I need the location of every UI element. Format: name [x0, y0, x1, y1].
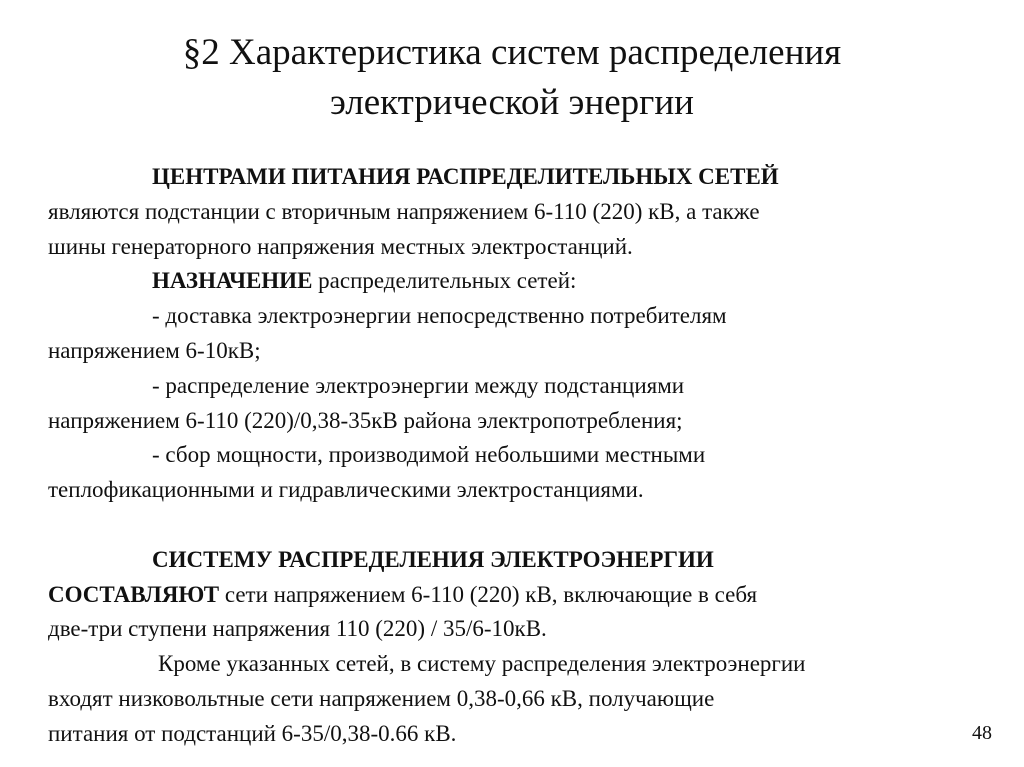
- centers-bold: ЦЕНТРАМИ ПИТАНИЯ РАСПРЕДЕЛИТЕЛЬНЫХ СЕТЕЙ: [152, 164, 779, 189]
- bullet-2-line-2: напряжением 6-110 (220)/0,38-35кВ района электропотребления;: [48, 407, 683, 433]
- system-line-3: две-три ступени напряжения 110 (220) / 35/6-10кВ.: [48, 616, 547, 642]
- bullet-3-line-2: теплофикационными и гидравлическими электростанциями.: [48, 477, 644, 503]
- title-line-1: §2 Характеристика систем распределения: [182, 32, 842, 73]
- bullet-2-line-1: - распределение электроэнергии между подстанциями: [152, 372, 685, 398]
- system-rest-2: сети напряжением 6-110 (220) кВ, включающие в себя: [219, 581, 758, 607]
- purpose-rest: распределительных сетей:: [312, 268, 577, 294]
- bullet-3-line-1: - сбор мощности, производимой небольшими местными: [152, 442, 706, 468]
- purpose-bold: НАЗНАЧЕНИЕ: [152, 268, 313, 294]
- page-number: 48: [972, 722, 992, 744]
- centers-line-2: являются подстанции с вторичным напряжением 6-110 (220) кВ, а также: [48, 198, 760, 224]
- system-line-2: [48, 578, 1008, 613]
- centers-line-3: шины генераторного напряжения местных электростанций.: [48, 233, 633, 259]
- besides-line-1: Кроме указанных сетей, в систему распределения электроэнергии: [158, 651, 806, 677]
- system-bold-2: СОСТАВЛЯЮТ: [48, 581, 220, 607]
- besides-line-3: питания от подстанций 6-35/0,38-0.66 кВ.: [48, 720, 457, 746]
- slide-body: [48, 160, 1008, 752]
- title-line-2: электрической энергии: [330, 82, 694, 123]
- besides-line-2: входят низковольтные сети напряжением 0,38-0,66 кВ, получающие: [48, 685, 715, 711]
- purpose-line: [48, 264, 1008, 299]
- bullet-1-line-1: - доставка электроэнергии непосредственно потребителям: [152, 303, 727, 329]
- centers-heading: [48, 160, 1008, 195]
- bullet-1-line-2: напряжением 6-10кВ;: [48, 337, 261, 363]
- system-heading: [48, 543, 1008, 578]
- slide-title: [0, 28, 1024, 128]
- blank-line: [48, 508, 1008, 543]
- system-bold-1: СИСТЕМУ РАСПРЕДЕЛЕНИЯ ЭЛЕКТРОЭНЕРГИИ: [152, 546, 714, 572]
